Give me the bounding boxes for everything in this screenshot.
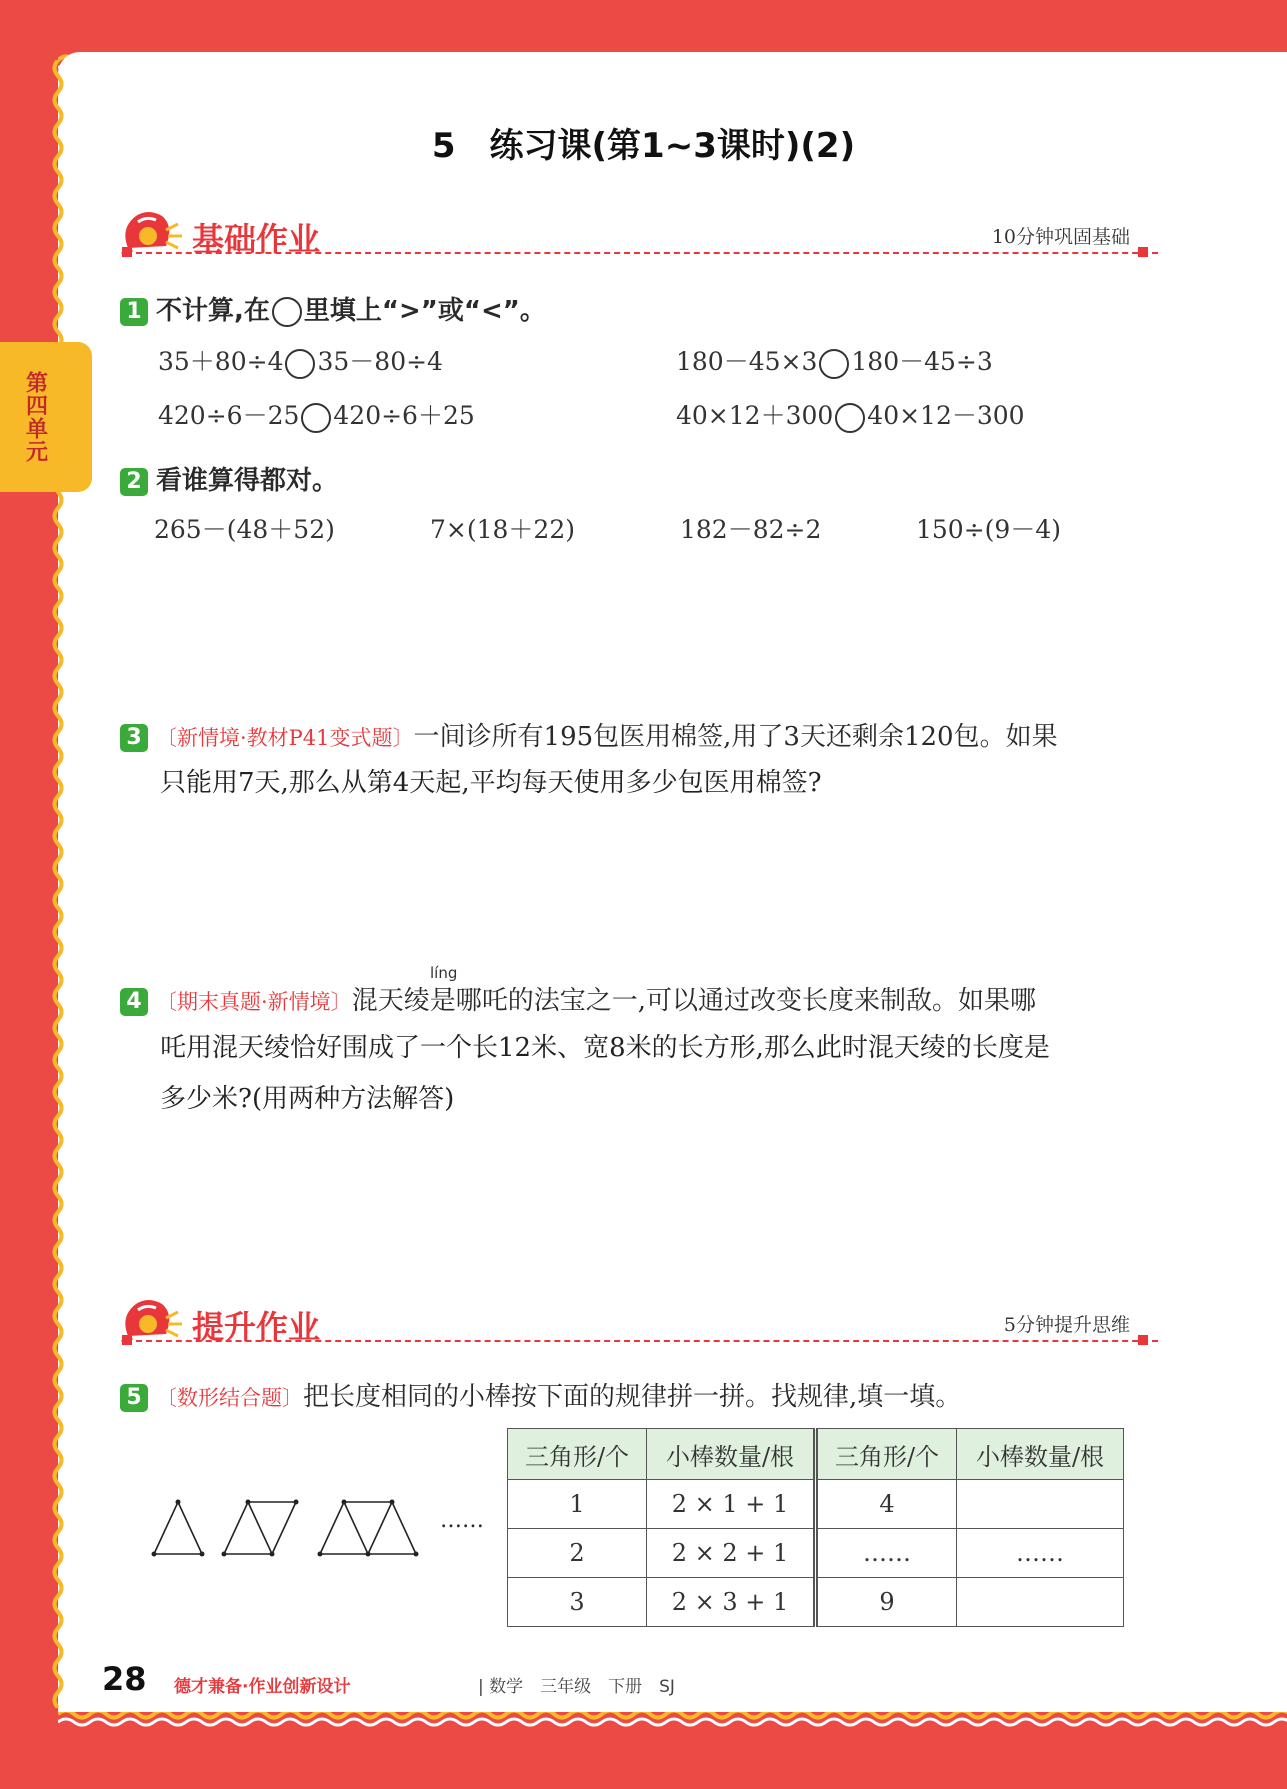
table-header: 小棒数量/根 xyxy=(957,1429,1124,1480)
divider-cap xyxy=(1138,247,1148,257)
unit-tab-label: 第四单元 xyxy=(22,371,48,463)
answer-circle[interactable] xyxy=(835,403,865,433)
question-text: 只能用7天,那么从第4天起,平均每天使用多少包医用棉签? xyxy=(160,768,822,798)
section-divider xyxy=(126,1340,1158,1342)
triangle-group-2 xyxy=(224,1502,296,1554)
table-cell: 2 × 2 + 1 xyxy=(647,1529,816,1578)
question-2-prompt xyxy=(120,460,338,497)
answer-circle[interactable] xyxy=(301,403,331,433)
comparison-item xyxy=(158,396,475,433)
question-text: 混天绫是哪吒的法宝之一,可以通过改变长度来制敌。如果哪 xyxy=(351,986,1036,1016)
section-subtitle: 10分钟巩固基础 xyxy=(991,226,1130,248)
expression-right: 35－80÷4 xyxy=(317,347,443,376)
calc-expression: 182－82÷2 xyxy=(680,515,822,544)
question-5 xyxy=(120,1376,1170,1413)
footer-info: | 数学 三年级 下册 SJ xyxy=(478,1677,675,1697)
question-3 xyxy=(120,716,1170,753)
table-cell: 1 xyxy=(508,1480,647,1529)
pinyin-annotation: líng xyxy=(430,964,458,982)
table-header: 小棒数量/根 xyxy=(647,1429,816,1480)
prompt-text: 不计算,在 xyxy=(156,296,270,326)
calc-expression: 7×(18＋22) xyxy=(430,515,575,544)
table-cell: 3 xyxy=(508,1578,647,1627)
answer-cell[interactable] xyxy=(957,1578,1124,1627)
question-number: 2 xyxy=(120,468,148,496)
expression-left: 35＋80÷4 xyxy=(158,347,284,376)
question-text: 把长度相同的小棒按下面的规律拼一拼。找规律,填一填。 xyxy=(303,1382,962,1412)
divider-cap xyxy=(122,247,132,257)
question-text: 多少米?(用两种方法解答) xyxy=(160,1084,455,1114)
table-row xyxy=(508,1578,1124,1627)
compare-circle xyxy=(272,297,302,327)
comparison-item xyxy=(158,342,443,379)
question-4 xyxy=(120,980,1170,1017)
triangle-group-3 xyxy=(320,1502,416,1554)
section-divider xyxy=(126,252,1158,254)
page-number: 28 xyxy=(102,1660,147,1698)
expression-left: 420÷6－25 xyxy=(158,401,300,430)
table-cell: 9 xyxy=(816,1578,957,1627)
question-tag: 〔期末真题·新情境〕 xyxy=(156,990,352,1014)
vertex-dots xyxy=(152,1500,419,1557)
section-header-advanced xyxy=(118,1296,1158,1356)
question-number: 1 xyxy=(120,298,148,326)
calc-expression: 150÷(9－4) xyxy=(916,515,1061,544)
comparison-item xyxy=(676,342,993,379)
section-title: 提升作业 xyxy=(192,1308,321,1346)
footer-brand: 德才兼备·作业创新设计 xyxy=(174,1677,351,1697)
table-cell: …… xyxy=(957,1529,1124,1578)
calc-expression: 265－(48＋52) xyxy=(154,515,335,544)
triangle-group-1 xyxy=(154,1502,202,1554)
table-header: 三角形/个 xyxy=(508,1429,647,1480)
page-title: 5 练习课(第1~3课时)(2) xyxy=(431,126,856,166)
question-text: 一间诊所有195包医用棉签,用了3天还剩余120包。如果 xyxy=(413,722,1058,752)
table-header: 三角形/个 xyxy=(816,1429,957,1480)
answer-cell[interactable] xyxy=(957,1480,1124,1529)
left-wavy-border xyxy=(48,60,78,1708)
question-tag: 〔数形结合题〕 xyxy=(156,1386,303,1410)
table-header-row xyxy=(508,1429,1124,1480)
table-cell: …… xyxy=(816,1529,957,1578)
unit-tab xyxy=(0,342,92,492)
expression-left: 40×12＋300 xyxy=(676,401,834,430)
divider-cap xyxy=(122,1335,132,1345)
question-tag: 〔新情境·教材P41变式题〕 xyxy=(156,726,414,750)
question-text: 吒用混天绫恰好围成了一个长12米、宽8米的长方形,那么此时混天绫的长度是 xyxy=(160,1033,1050,1063)
section-title: 基础作业 xyxy=(192,220,321,258)
expression-left: 180－45×3 xyxy=(676,347,818,376)
table-cell: 4 xyxy=(816,1480,957,1529)
table-cell: 2 × 3 + 1 xyxy=(647,1578,816,1627)
question-number: 3 xyxy=(120,724,148,752)
question-1-prompt xyxy=(120,290,546,327)
table-row xyxy=(508,1480,1124,1529)
question-number: 5 xyxy=(120,1384,148,1412)
section-subtitle: 5分钟提升思维 xyxy=(1003,1314,1130,1336)
expression-right: 420÷6＋25 xyxy=(333,401,475,430)
comparison-item xyxy=(676,396,1025,433)
prompt-text: 看谁算得都对。 xyxy=(156,466,339,496)
question-number: 4 xyxy=(120,988,148,1016)
expression-right: 40×12－300 xyxy=(867,401,1025,430)
section-header-basic xyxy=(118,208,1158,268)
answer-circle[interactable] xyxy=(285,349,315,379)
prompt-text: 里填上“>”或“<”。 xyxy=(303,296,546,326)
pattern-table xyxy=(507,1428,1124,1627)
table-cell: 2 xyxy=(508,1529,647,1578)
table-row xyxy=(508,1529,1124,1578)
divider-cap xyxy=(1138,1335,1148,1345)
pattern-ellipsis: …… xyxy=(440,1508,484,1533)
answer-circle[interactable] xyxy=(819,349,849,379)
expression-right: 180－45÷3 xyxy=(851,347,993,376)
table-cell: 2 × 1 + 1 xyxy=(647,1480,816,1529)
